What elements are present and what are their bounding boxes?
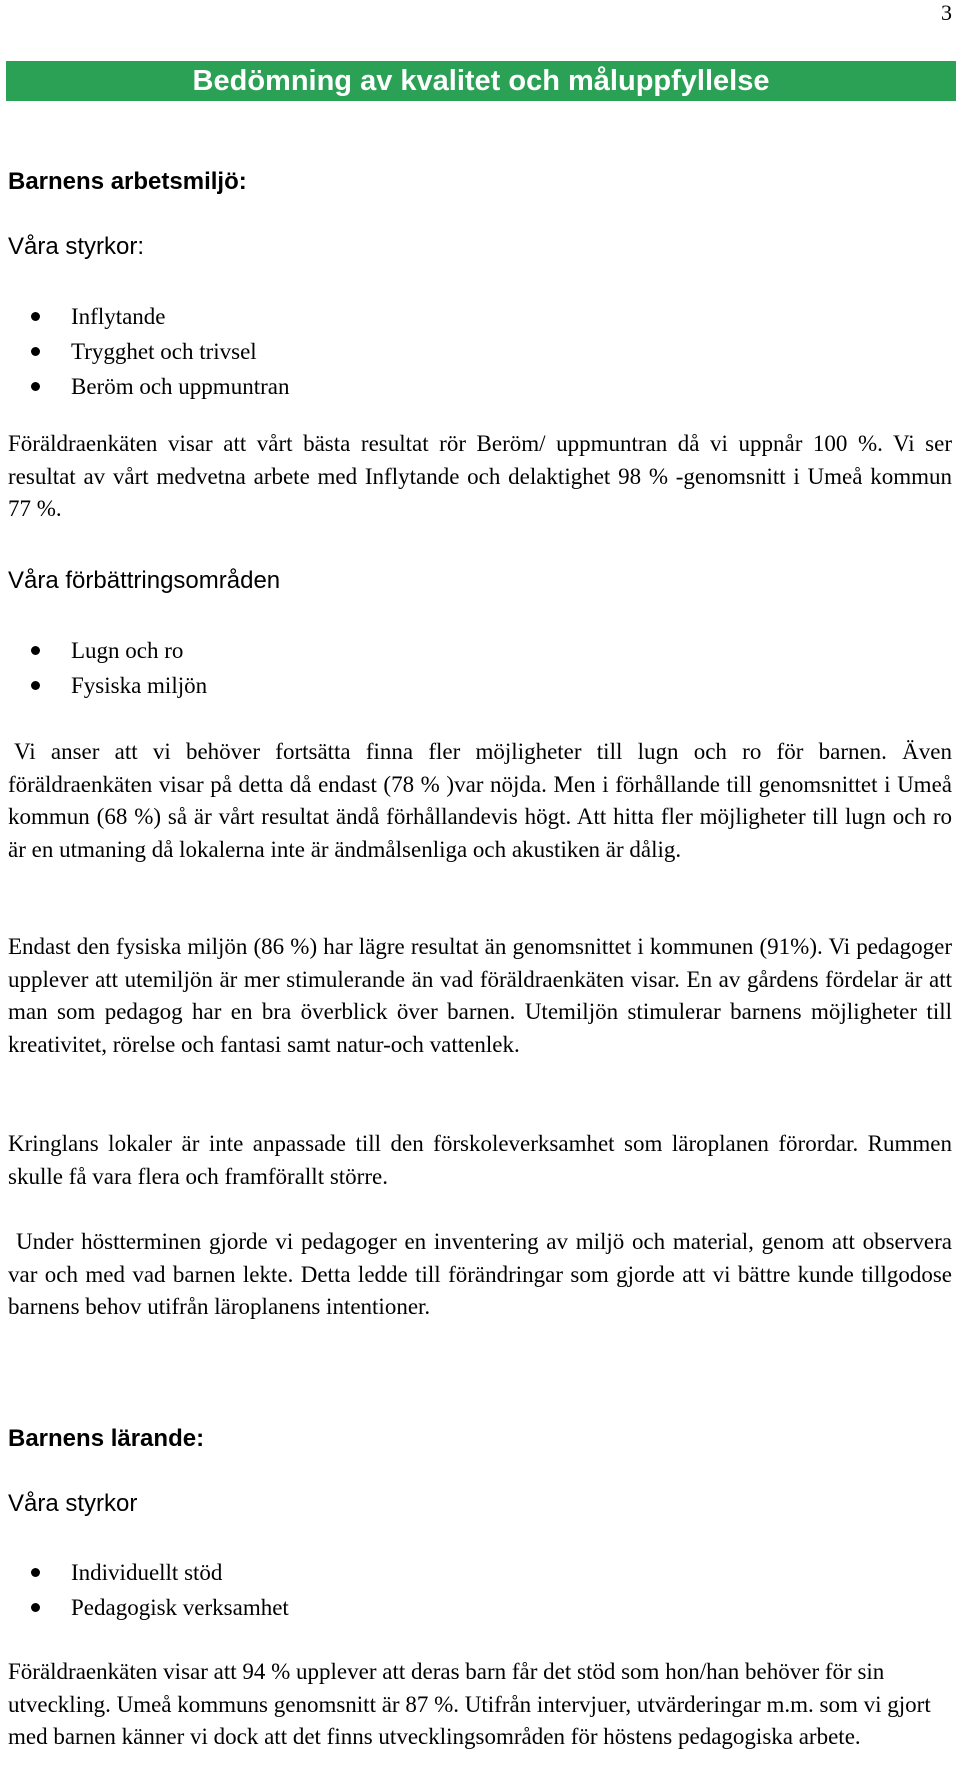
list-item-text: Individuellt stöd bbox=[71, 1560, 223, 1585]
paragraph-parent-survey-results: Föräldraenkäten visar att vårt bästa resultat rör Beröm/ uppmuntran då vi uppnår 100 %. Vi ser resultat av vårt medvetna arbete med Inflytande och delaktighet 98 % -genomsnitt i Umeå kommun 77 %. bbox=[8, 431, 952, 521]
paragraph-lugn-och-ro: Vi anser att vi behöver fortsätta finna fler möjligheter till lugn och ro för barnen. Även föräldraenkäten visar på detta då endast (78 % )var nöjda. Men i förhållande till genomsnittet i Umeå kommun (68 %) så är vårt resultat ändå förhållandevis högt. Att hitta fler möjligheter till lugn och ro är en utmaning då lokalerna inte är ändmålsenliga och akustiken är dålig. bbox=[8, 739, 952, 862]
section-banner bbox=[6, 61, 956, 101]
heading-barnens-larande: Barnens lärande: bbox=[8, 1425, 205, 1452]
paragraph-kringlans-lokaler: Kringlans lokaler är inte anpassade till den förskoleverksamhet som läroplanen förordar. Rummen skulle få vara flera och framförallt större. bbox=[8, 1131, 952, 1189]
improvements-list bbox=[0, 633, 207, 703]
strengths-list bbox=[0, 299, 289, 404]
list-item-text: Beröm och uppmuntran bbox=[71, 374, 290, 399]
list-item-text: Fysiska miljön bbox=[71, 673, 208, 698]
label-vara-forbattringsomraden: Våra förbättringsområden bbox=[8, 567, 281, 594]
list-item bbox=[0, 668, 207, 703]
list-item-text: Pedagogisk verksamhet bbox=[71, 1595, 289, 1620]
list-item bbox=[0, 1555, 289, 1590]
banner-title: Bedömning av kvalitet och måluppfyllelse bbox=[192, 65, 770, 97]
strengths-list-2 bbox=[0, 1555, 289, 1625]
list-item-text: Lugn och ro bbox=[71, 638, 184, 663]
bullet-icon bbox=[31, 1568, 40, 1577]
list-item bbox=[0, 1590, 289, 1625]
list-item bbox=[0, 633, 207, 668]
bullet-icon bbox=[31, 347, 40, 356]
bullet-icon bbox=[31, 1603, 40, 1612]
bullet-icon bbox=[31, 646, 40, 655]
paragraph-hostterminen: Under höstterminen gjorde vi pedagoger en inventering av miljö och material, genom att observera var och med vad barnen lekte. Detta ledde till förändringar som gjorde att vi bättre kunde tillgodose barnens behov utifrån läroplanens intentioner. bbox=[8, 1229, 952, 1319]
paragraph-individuellt-stod: Föräldraenkäten visar att 94 % upplever att deras barn får det stöd som hon/han behöver för sin utveckling. Umeå kommuns genomsnitt är 87 %. Utifrån intervjuer, utvärderingar m.m. som vi gjort med barnen känner vi dock att det finns utvecklingsområden för höstens pedagogiska arbete. bbox=[8, 1659, 931, 1749]
bullet-icon bbox=[31, 382, 40, 391]
paragraph-fysiska-miljon: Endast den fysiska miljön (86 %) har lägre resultat än genomsnittet i kommunen (91%). Vi pedagoger upplever att utemiljön är mer stimulerande än vad föräldraenkäten visar. En av gårdens fördelar är att man som pedagog har en bra överblick över barnen. Utemiljön stimulerar barnens möjligheter till kreativitet, rörelse och fantasi samt natur-och vattenlek. bbox=[8, 934, 952, 1057]
heading-barnens-arbetsmiljo: Barnens arbetsmiljö: bbox=[8, 168, 247, 195]
list-item bbox=[0, 369, 289, 404]
bullet-icon bbox=[31, 681, 40, 690]
label-vara-styrkor-2: Våra styrkor bbox=[8, 1490, 138, 1517]
list-item-text: Trygghet och trivsel bbox=[71, 339, 257, 364]
bullet-icon bbox=[31, 312, 40, 321]
list-item bbox=[0, 299, 289, 334]
list-item-text: Inflytande bbox=[71, 304, 166, 329]
page-number: 3 bbox=[941, 0, 952, 25]
label-vara-styrkor: Våra styrkor: bbox=[8, 233, 145, 260]
list-item bbox=[0, 334, 289, 369]
